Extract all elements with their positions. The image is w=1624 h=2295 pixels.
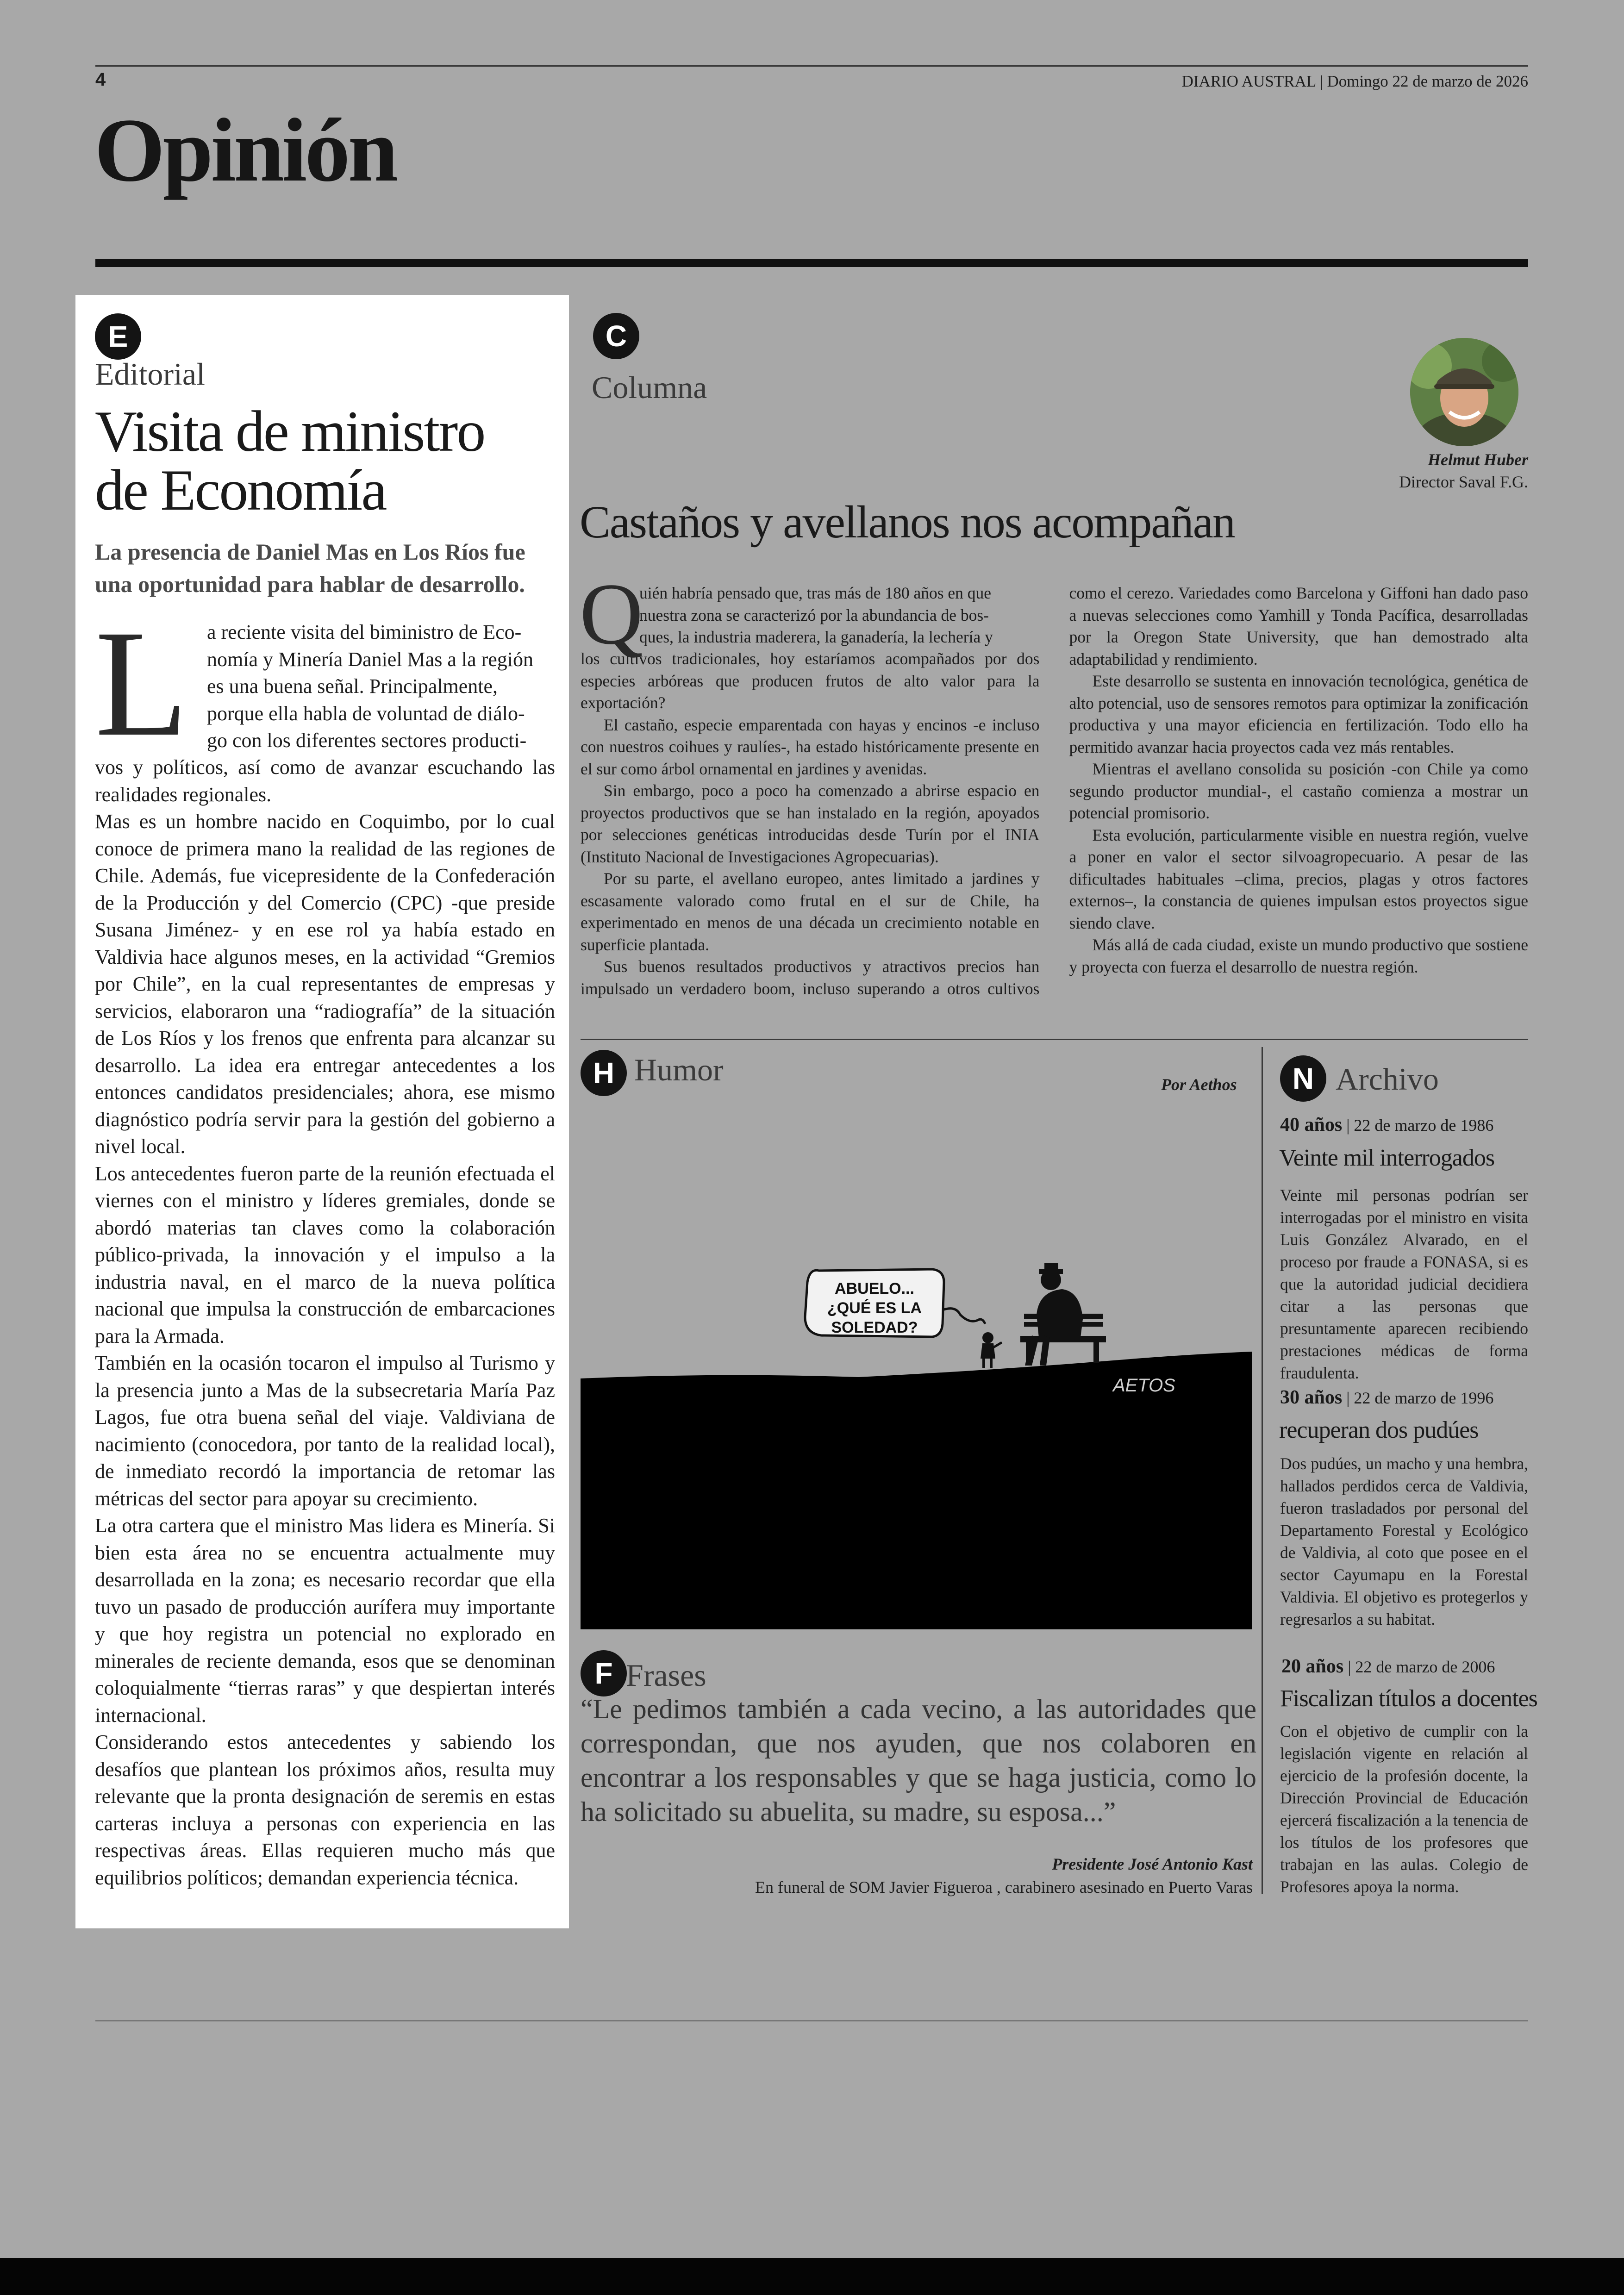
- column-lead-line: uién habría pensado que, tras más de 180 años en que: [639, 584, 992, 602]
- archivo-text: Veinte mil personas podrían ser interrogadas por el ministro en visita Luis González Alvarado, en el proceso por fraude a FONASA, si es que la autoridad judicial decidiera citar a las personas que presuntamente aparecen recibiendo prestaciones médicas de forma fraudulenta.: [1280, 1186, 1528, 1382]
- archivo-text: Dos pudúes, un macho y una hembra, hallados perdidos cerca de Valdivia, fueron trasladados por personal del Departamento Forestal y Ecológico de Valdivia, al coto que posee en el sector Cayumapu en la Forestal Valdivia. El objetivo es protegerlos y regresarlos a su habitat.: [1280, 1454, 1528, 1628]
- cartoon: [581, 1106, 1252, 1629]
- archivo-item-meta: 20 años | 22 de marzo de 2006: [1281, 1656, 1495, 1677]
- column-paragraph: Este desarrollo se sustenta en innovación tecnológica, genética de alto potencial, uso de sensores remotos para optimizar la zonificación productiva y una mayor eficiencia en fertilización. Todo ello ha permitido avanzar hacia proyectos cada vez más rentables.: [1069, 672, 1528, 756]
- author-photo: [1410, 338, 1518, 446]
- archivo-headline: recuperan dos pudúes: [1279, 1417, 1479, 1443]
- archivo-headline: Veinte mil interrogados: [1279, 1145, 1495, 1171]
- header-thick-rule: [95, 259, 1528, 267]
- dateline-separator: |: [1319, 72, 1323, 90]
- cartoon-signature: AETOS: [1113, 1375, 1175, 1396]
- editorial-dropcap: L: [95, 599, 188, 768]
- editorial-paragraph: La otra cartera que el ministro Mas lidera es Minería. Si bien esta área no se encuentra actualmente muy desarrollada en la zona; es necesario recordar que ella tuvo un pasado de producción aurífera muy importante y que hoy registra un potencial no explorado en minerales de reciente demanda, esos que se denominan coloquialmente “tierras raras” y que despiertan interés internacional.: [95, 1514, 555, 1727]
- archivo-item-meta: 40 años | 22 de marzo de 1986: [1280, 1114, 1494, 1135]
- archivo-years: 40 años: [1280, 1114, 1343, 1135]
- section-title: Opinión: [94, 100, 396, 200]
- archivo-years: 30 años: [1280, 1387, 1343, 1408]
- frases-attribution: Presidente José Antonio Kast: [1052, 1855, 1253, 1873]
- header-top-rule: [95, 65, 1528, 67]
- column-paragraph: los cultivos tradicionales, hoy estaríamos acompañados por dos especies arbóreas que producen frutos de alto valor para la exportación?: [581, 649, 1040, 712]
- editorial-deck-line2: una oportunidad para hablar de desarrollo.: [95, 571, 525, 597]
- editorial-title-line1: Visita de ministro: [95, 399, 485, 464]
- paper-name: DIARIO AUSTRAL: [1181, 72, 1316, 90]
- bubble-line1: ABUELO...: [835, 1280, 914, 1297]
- editorial-paragraph: También en la ocasión tocaron el impulso al Turismo y la presencia junto a Mas de la subsecretaria María Paz Lagos, fue otra buena señal del viaje. Valdiviana de nacimiento (conocedora, por tanto de la realidad local), de inmediato recordó la importancia de retomar las métricas del sector para apoyar su crecimiento.: [95, 1352, 555, 1510]
- editorial-title: [95, 399, 485, 523]
- editorial-body: [95, 599, 555, 1891]
- editorial-paragraph: Mas es un hombre nacido en Coquimbo, por lo cual conoce de primera mano la realidad de las regiones de Chile. Además, fue vicepresidente de la Confederación de la Producción y del Comercio (CPC) -que preside Susana Jiménez- y en ese rol ya había estado en Valdivia hace algunos meses, en la actividad “Gremios por Chile”, en la cual representantes de empresas y servicios, elaboraron una “radiografía” de la situación de Los Ríos y los frenos que enfrenta para alcanzar su desarrollo. La idea era entregar antecedentes a los entonces candidatos presidenciales; ahora, ese mismo diagnóstico podría servir para la gestión del gobierno a nivel local.: [95, 810, 555, 1158]
- column-label: Columna: [592, 370, 707, 405]
- bubble-line2: ¿QUÉ ES LA: [827, 1299, 922, 1317]
- editorial-lead-line: es una buena señal. Principalmente,: [207, 675, 498, 698]
- column-dropcap: Q: [580, 566, 643, 663]
- editorial-badge: E: [95, 313, 141, 360]
- frases-badge: F: [581, 1650, 627, 1696]
- column-paragraph: El castaño, especie emparentada con hayas y encinos -e incluso con nuestros coihues y raulíes-, ha estado históricamente presente en el sur como árbol ornamental en jardines y avenidas.: [581, 715, 1040, 778]
- archivo-divider: [1262, 1047, 1263, 1894]
- archivo-years: 20 años: [1281, 1656, 1344, 1677]
- footer-rule: [95, 2020, 1528, 2021]
- archivo-item-text: [1280, 1184, 1528, 1384]
- frases-context: En funeral de SOM Javier Figueroa , carabinero asesinado en Puerto Varas: [755, 1878, 1253, 1896]
- column-badge: C: [593, 313, 639, 359]
- cartoon-drawing: [581, 1106, 1252, 1629]
- editorial-lead-lines: [207, 619, 555, 755]
- editorial-box: [75, 295, 569, 1928]
- humor-credit: Por Aethos: [1161, 1075, 1237, 1094]
- editorial-lead-line: go con los diferentes sectores producti-: [207, 729, 527, 752]
- editorial-paragraph: vos y políticos, así como de avanzar escuchando las realidades regionales.: [95, 756, 555, 806]
- humor-label: Humor: [634, 1052, 724, 1087]
- column-paragraph: Sin embargo, poco a poco ha comenzado a abrirse espacio en proyectos productivos que se han instalado en la región, apoyados por selecciones genéticas introducidas desde Turín por el INIA (Instituto Nacional de Investigaciones Agropecuarias).: [581, 781, 1040, 866]
- page-number: 4: [95, 69, 106, 90]
- editorial-lead-line: nomía y Minería Daniel Mas a la región: [207, 648, 534, 671]
- column-bottom-rule: [581, 1039, 1528, 1040]
- editorial-title-line2: de Economía: [95, 458, 386, 523]
- column-lead-line: nuestra zona se caracterizó por la abundancia de bos-: [639, 605, 989, 624]
- column-paragraph: Más allá de cada ciudad, existe un mundo productivo que sostiene y proyecta con fuerza el desarrollo de nuestra región.: [1069, 935, 1528, 976]
- archivo-item-meta: 30 años | 22 de marzo de 1996: [1280, 1387, 1494, 1408]
- editorial-label: Editorial: [95, 356, 205, 392]
- humor-badge: H: [581, 1050, 627, 1096]
- column-text: [580, 566, 1528, 1008]
- archivo-date: 22 de marzo de 1996: [1354, 1389, 1494, 1407]
- archivo-headline: Fiscalizan títulos a docentes: [1280, 1685, 1537, 1712]
- editorial-deck-line1: La presencia de Daniel Mas en Los Ríos fue: [95, 539, 525, 565]
- editorial-lead-line: a reciente visita del biministro de Eco-: [207, 621, 522, 643]
- column-author: Helmut Huber: [1427, 450, 1528, 469]
- editorial-lead-line: porque ella habla de voluntad de diálo-: [207, 702, 525, 725]
- column-lead-lines: [639, 582, 1039, 649]
- page-bottom-bar: [0, 2258, 1624, 2295]
- column-paragraph: Sus buenos resultados productivos y atractivos precios han impulsado un verdadero boom, incluso superando a otros cultivos como el cerezo. Variedades como Barcelona y Giffoni han dado paso a nuevas selecciones como Yamhill y Tonda Pacífica, desarrolladas por la Oregon State University, que han demostrado alta adaptabilidad y rendimiento.: [581, 584, 1528, 998]
- editorial-paragraph: Los antecedentes fueron parte de la reunión efectuada el viernes con el ministro y líderes gremiales, donde se abordó materias tan claves como la colaboración público-privada, la innovación y el impulso a la industria naval, en el marco de la nueva política nacional que impulsa la construcción de embarcaciones para la Armada.: [95, 1162, 555, 1347]
- archivo-badge: N: [1280, 1055, 1326, 1102]
- editorial-deck: [95, 536, 525, 600]
- paper-dateline: [1182, 72, 1528, 91]
- frases-label: Frases: [626, 1658, 706, 1693]
- bubble-line3: SOLEDAD?: [831, 1319, 918, 1336]
- column-author-role: Director Saval F.G.: [1399, 473, 1528, 491]
- archivo-text: Con el objetivo de cumplir con la legislación vigente en relación al ejercicio de la profesión docente, la Dirección Provincial de Educación ejercerá fiscalización a la tenencia de los títulos de los profesores que trabajan en las aulas. Colegio de Profesores apoya la norma.: [1280, 1722, 1528, 1896]
- column-title: Castaños y avellanos nos acompañan: [580, 496, 1235, 548]
- author-portrait: [1410, 338, 1518, 446]
- archivo-item-text: [1280, 1453, 1528, 1630]
- issue-date: Domingo 22 de marzo de 2026: [1327, 72, 1528, 90]
- column-paragraph: Esta evolución, particularmente visible en nuestra región, vuelve a poner en valor el sector silvoagropecuario. A pesar de las dificultades habituales –clima, precios, plagas y otros factores externos–, la constancia de quienes impulsan estos proyectos sigue siendo clave.: [1069, 825, 1528, 932]
- editorial-paragraph: Considerando estos antecedentes y sabiendo los desafíos que plantean los próximos años, resulta muy relevante que la pronta designación de seremis en estas carteras incluya a personas con experiencia en las respectivas áreas. Ellas requieren mucho más que equilibrios políticos; demandan experiencia técnica.: [95, 1731, 555, 1889]
- column-paragraph: Mientras el avellano consolida su posición -con Chile ya como segundo productor mundial-, el castaño comienza a mostrar un potencial promisorio.: [1069, 760, 1528, 822]
- column-lead-line: ques, la industria maderera, la ganadería, la lechería y: [639, 628, 993, 646]
- archivo-date: 22 de marzo de 1986: [1354, 1116, 1494, 1135]
- archivo-date: 22 de marzo de 2006: [1355, 1658, 1495, 1676]
- archivo-label: Archivo: [1336, 1061, 1439, 1097]
- column-paragraph: Por su parte, el avellano europeo, antes limitado a jardines y escasamente valorado como frutal en el sur de Chile, ha experimentado en menos de una década un crecimiento notable en superficie plantada.: [581, 869, 1040, 954]
- archivo-item-text: [1280, 1720, 1528, 1898]
- frases-quote: “Le pedimos también a cada vecino, a las autoridades que correspondan, que nos ayuden, que nos colaboren en encontrar a los responsables y que se haga justicia, como lo ha solicitado su abuelita, su madre, su esposa...”: [581, 1694, 1256, 1827]
